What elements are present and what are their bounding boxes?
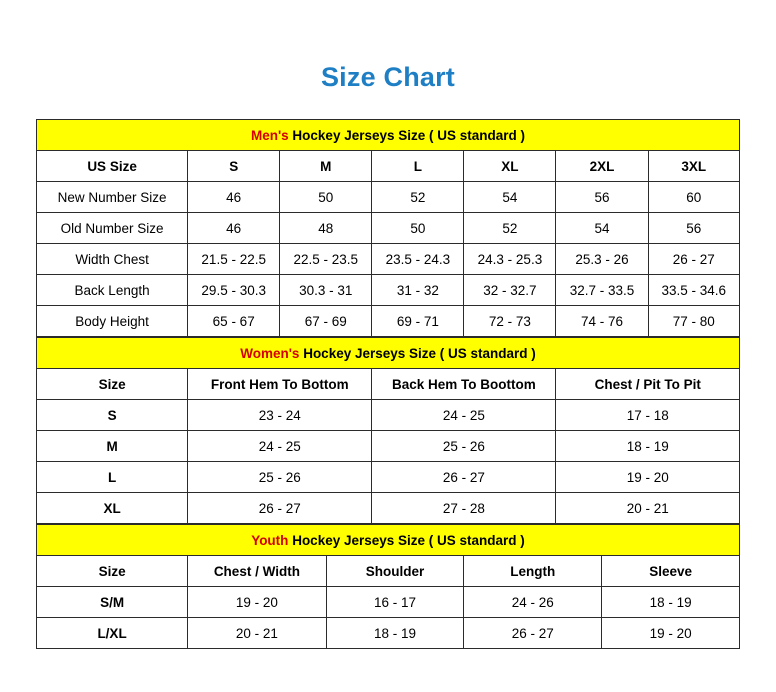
- row-label: S: [37, 400, 188, 431]
- table-row: [37, 462, 740, 493]
- cell: 32.7 - 33.5: [556, 275, 648, 306]
- mens-col-header: US Size: [37, 151, 188, 182]
- table-row: [37, 431, 740, 462]
- mens-col-header: L: [372, 151, 464, 182]
- mens-col-header: XL: [464, 151, 556, 182]
- cell: 22.5 - 23.5: [280, 244, 372, 275]
- table-row: [37, 400, 740, 431]
- table-row: [37, 213, 740, 244]
- row-label: L: [37, 462, 188, 493]
- cell: 56: [556, 182, 648, 213]
- table-header-row: [37, 556, 740, 587]
- cell: 54: [464, 182, 556, 213]
- cell: 32 - 32.7: [464, 275, 556, 306]
- cell: 67 - 69: [280, 306, 372, 337]
- table-row: [37, 618, 740, 649]
- table-row: [37, 182, 740, 213]
- cell: 50: [280, 182, 372, 213]
- cell: 26 - 27: [372, 462, 556, 493]
- table-header-row: [37, 369, 740, 400]
- table-row: [37, 493, 740, 524]
- table-header-row: [37, 151, 740, 182]
- cell: 30.3 - 31: [280, 275, 372, 306]
- table-row: [37, 587, 740, 618]
- row-label: XL: [37, 493, 188, 524]
- womens-col-header: Front Hem To Bottom: [188, 369, 372, 400]
- size-chart-container: [36, 119, 740, 649]
- cell: 25.3 - 26: [556, 244, 648, 275]
- mens-col-header: M: [280, 151, 372, 182]
- cell: 52: [372, 182, 464, 213]
- cell: 17 - 18: [556, 400, 740, 431]
- cell: 46: [188, 213, 280, 244]
- table-row: [37, 244, 740, 275]
- mens-col-header: 2XL: [556, 151, 648, 182]
- table-row: [37, 275, 740, 306]
- cell: 16 - 17: [326, 587, 464, 618]
- row-label: Back Length: [37, 275, 188, 306]
- youth-col-header: Chest / Width: [188, 556, 326, 587]
- womens-section-banner: [37, 338, 740, 369]
- cell: 18 - 19: [556, 431, 740, 462]
- mens-banner-rest: Hockey Jerseys Size ( US standard ): [288, 127, 526, 143]
- cell: 25 - 26: [372, 431, 556, 462]
- cell: 31 - 32: [372, 275, 464, 306]
- cell: 26 - 27: [188, 493, 372, 524]
- cell: 25 - 26: [188, 462, 372, 493]
- cell: 72 - 73: [464, 306, 556, 337]
- cell: 21.5 - 22.5: [188, 244, 280, 275]
- cell: 23.5 - 24.3: [372, 244, 464, 275]
- table-banner-row: [37, 120, 740, 151]
- row-label: Width Chest: [37, 244, 188, 275]
- cell: 19 - 20: [602, 618, 740, 649]
- cell: 48: [280, 213, 372, 244]
- cell: 18 - 19: [326, 618, 464, 649]
- cell: 24.3 - 25.3: [464, 244, 556, 275]
- cell: 24 - 25: [372, 400, 556, 431]
- cell: 54: [556, 213, 648, 244]
- mens-size-table: [36, 119, 740, 337]
- cell: 69 - 71: [372, 306, 464, 337]
- row-label: Old Number Size: [37, 213, 188, 244]
- cell: 52: [464, 213, 556, 244]
- row-label: New Number Size: [37, 182, 188, 213]
- cell: 50: [372, 213, 464, 244]
- womens-col-header: Back Hem To Boottom: [372, 369, 556, 400]
- youth-col-header: Shoulder: [326, 556, 464, 587]
- mens-banner-accent: Men's: [250, 127, 289, 143]
- cell: 20 - 21: [556, 493, 740, 524]
- cell: 24 - 26: [464, 587, 602, 618]
- cell: 56: [648, 213, 739, 244]
- cell: 65 - 67: [188, 306, 280, 337]
- youth-banner-accent: Youth: [251, 532, 289, 548]
- cell: 26 - 27: [464, 618, 602, 649]
- cell: 19 - 20: [556, 462, 740, 493]
- cell: 19 - 20: [188, 587, 326, 618]
- row-label: M: [37, 431, 188, 462]
- cell: 77 - 80: [648, 306, 739, 337]
- page-title: Size Chart: [320, 62, 456, 92]
- womens-size-table: [36, 337, 740, 524]
- womens-col-header: Chest / Pit To Pit: [556, 369, 740, 400]
- youth-col-header: Size: [37, 556, 188, 587]
- cell: 60: [648, 182, 739, 213]
- cell: 74 - 76: [556, 306, 648, 337]
- cell: 46: [188, 182, 280, 213]
- womens-col-header: Size: [37, 369, 188, 400]
- womens-banner-rest: Hockey Jerseys Size ( US standard ): [299, 345, 536, 361]
- womens-banner-accent: Women's: [240, 345, 300, 361]
- cell: 18 - 19: [602, 587, 740, 618]
- youth-size-table: [36, 524, 740, 649]
- cell: 27 - 28: [372, 493, 556, 524]
- cell: 24 - 25: [188, 431, 372, 462]
- cell: 29.5 - 30.3: [188, 275, 280, 306]
- youth-col-header: Length: [464, 556, 602, 587]
- mens-col-header: S: [188, 151, 280, 182]
- row-label: L/XL: [37, 618, 188, 649]
- table-banner-row: [37, 338, 740, 369]
- mens-section-banner: [37, 120, 740, 151]
- table-banner-row: [37, 525, 740, 556]
- youth-section-banner: [37, 525, 740, 556]
- youth-col-header: Sleeve: [602, 556, 740, 587]
- youth-banner-rest: Hockey Jerseys Size ( US standard ): [288, 532, 525, 548]
- table-row: [37, 306, 740, 337]
- cell: 26 - 27: [648, 244, 739, 275]
- row-label: S/M: [37, 587, 188, 618]
- row-label: Body Height: [37, 306, 188, 337]
- cell: 23 - 24: [188, 400, 372, 431]
- mens-col-header: 3XL: [648, 151, 739, 182]
- cell: 20 - 21: [188, 618, 326, 649]
- cell: 33.5 - 34.6: [648, 275, 739, 306]
